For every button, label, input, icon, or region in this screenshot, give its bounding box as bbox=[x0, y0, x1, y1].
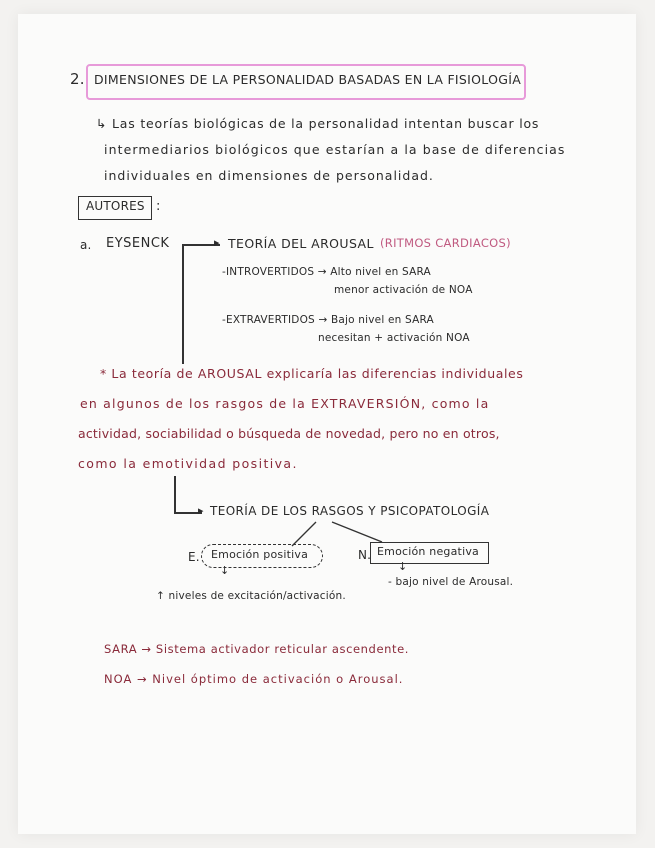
positive-emotion-note: ↑ niveles de excitación/activación. bbox=[156, 590, 346, 602]
glossary-noa: NOA → Nivel óptimo de activación o Arousal. bbox=[104, 672, 404, 686]
note-line-2: en algunos de los rasgos de la EXTRAVERSIÓN, como la bbox=[80, 396, 490, 411]
glossary-sara: SARA → Sistema activador reticular ascendente. bbox=[104, 642, 410, 656]
rasgos-bracket-line bbox=[174, 476, 176, 512]
rasgos-theory-title: TEORÍA DE LOS RASGOS Y PSICOPATOLOGÍA bbox=[210, 504, 490, 518]
note-line-1: * La teoría de AROUSAL explicaría las diferencias individuales bbox=[100, 366, 524, 381]
note-line-3: actividad, sociabilidad o búsqueda de novedad, pero no en otros, bbox=[78, 426, 500, 441]
arrow-head-icon: ▸ bbox=[198, 504, 204, 517]
n-label: N. bbox=[358, 548, 372, 562]
introvertidos-line-1: -INTROVERTIDOS → Alto nivel en SARA bbox=[222, 266, 431, 278]
notebook-page bbox=[18, 14, 636, 834]
intro-line-1: ↳ Las teorías biológicas de la personalidad intentan buscar los bbox=[96, 116, 540, 131]
autores-colon: : bbox=[156, 199, 161, 214]
extravertidos-line-2: necesitan + activación NOA bbox=[318, 332, 470, 344]
section-title: DIMENSIONES DE LA PERSONALIDAD BASADAS EN LA FISIOLOGÍA bbox=[94, 72, 522, 87]
arousal-theory-title: TEORÍA DEL AROUSAL bbox=[228, 236, 374, 251]
autores-label: AUTORES bbox=[86, 199, 145, 213]
negative-emotion-text: Emoción negativa bbox=[377, 545, 479, 558]
down-arrow-icon: ↓ bbox=[398, 560, 408, 573]
eysenck-bracket-line bbox=[182, 244, 184, 364]
extravertidos-line-1: -EXTRAVERTIDOS → Bajo nivel en SARA bbox=[222, 314, 434, 326]
introvertidos-line-2: menor activación de NOA bbox=[334, 284, 473, 296]
positive-emotion-text: Emoción positiva bbox=[211, 548, 309, 561]
down-arrow-icon: ↓ bbox=[220, 564, 230, 577]
eysenck-bullet: a. bbox=[80, 238, 92, 252]
eysenck-name: EYSENCK bbox=[106, 236, 170, 251]
intro-line-3: individuales en dimensiones de personalidad. bbox=[104, 168, 434, 183]
arrow-head-icon: ▸ bbox=[214, 236, 220, 249]
note-line-4: como la emotividad positiva. bbox=[78, 456, 298, 471]
e-label: E. bbox=[188, 550, 200, 564]
negative-emotion-note: - bajo nivel de Arousal. bbox=[388, 576, 514, 588]
arousal-theory-note: (RITMOS CARDIACOS) bbox=[380, 236, 511, 250]
section-number: 2. bbox=[70, 70, 85, 88]
intro-line-2: intermediarios biológicos que estarían a la base de diferencias bbox=[104, 142, 566, 157]
